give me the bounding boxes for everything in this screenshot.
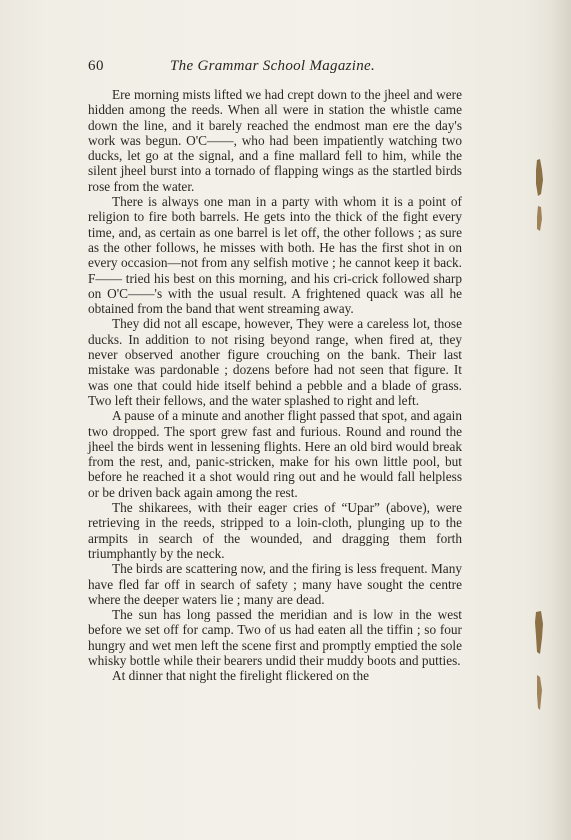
paragraph: They did not all escape, however, They were a careless lot, those ducks. In addition to not rising beyond range, when fired at, they never observed another figure crouching on the bank. Their last mistake was pardonable ; dozens before had not seen that figure. It was one that could hide itself behind a pebble and a blade of grass. Two left their fellows, and the water splashed to right and left.	[88, 316, 462, 408]
page-number: 60	[88, 58, 104, 74]
running-title: The Grammar School Magazine.	[170, 58, 376, 74]
paragraph: There is always one man in a party with whom it is a point of religion to fire both barrels. He gets into the thick of the fight every time, and, as certain as one barrel is let off, the other follows ; as sure as the other follows, he misses with both. He has the first shot in on every occasion—not from any selfish motive ; he cannot keep it back. F—— tried his best on this morning, and his cri-crick followed sharp on O'C——'s with the usual result. A frightened quack was all he obtained from the band that went streaming away.	[88, 194, 462, 317]
paragraph: The birds are scattering now, and the firing is less frequent. Many have fled far off in search of safety ; many have sought the centre where the deeper waters lie ; many are dead.	[88, 561, 462, 607]
binding-mark	[530, 674, 548, 712]
paragraph: A pause of a minute and another flight passed that spot, and again two dropped. The sport grew fast and furious. Round and round the jheel the birds went in lessening flights. Here an old bird would break from the rest, and, panic-stricken, make for his own little pool, but before he reached it a shot would ring out and he would fall helpless or be driven back again among the rest.	[88, 408, 462, 500]
paragraph: At dinner that night the firelight flickered on the	[112, 668, 369, 684]
page-edge-shadow	[549, 0, 571, 840]
binding-mark	[530, 610, 548, 656]
paragraph: The shikarees, with their eager cries of “Upar” (above), were retrieving in the reeds, stripped to a loin-cloth, plunging up to the armpits in search of the wounded, and dragging them forth triumphantly by the neck.	[88, 500, 462, 561]
paragraph: Ere morning mists lifted we had crept down to the jheel and were hidden among the reeds. When all were in station the whistle came down the line, and it barely reached the endmost man ere the day's work was begun. O'C——, who had been impatiently watching two ducks, let go at the signal, and a fine mallard fell to him, while the silent jheel burst into a tornado of flapping wings as the startled birds rose from the water.	[88, 87, 462, 194]
body-text	[88, 87, 462, 684]
binding-mark	[530, 158, 548, 198]
binding-mark	[530, 205, 548, 233]
paragraph: The sun has long passed the meridian and is low in the west before we set off for camp. Two of us had eaten all the tiffin ; so four hungry and wet men left the scene first and promptly emptied the sole whisky bottle while their bearers undid their muddy boots and putties.	[88, 607, 462, 668]
page-header	[88, 58, 460, 78]
